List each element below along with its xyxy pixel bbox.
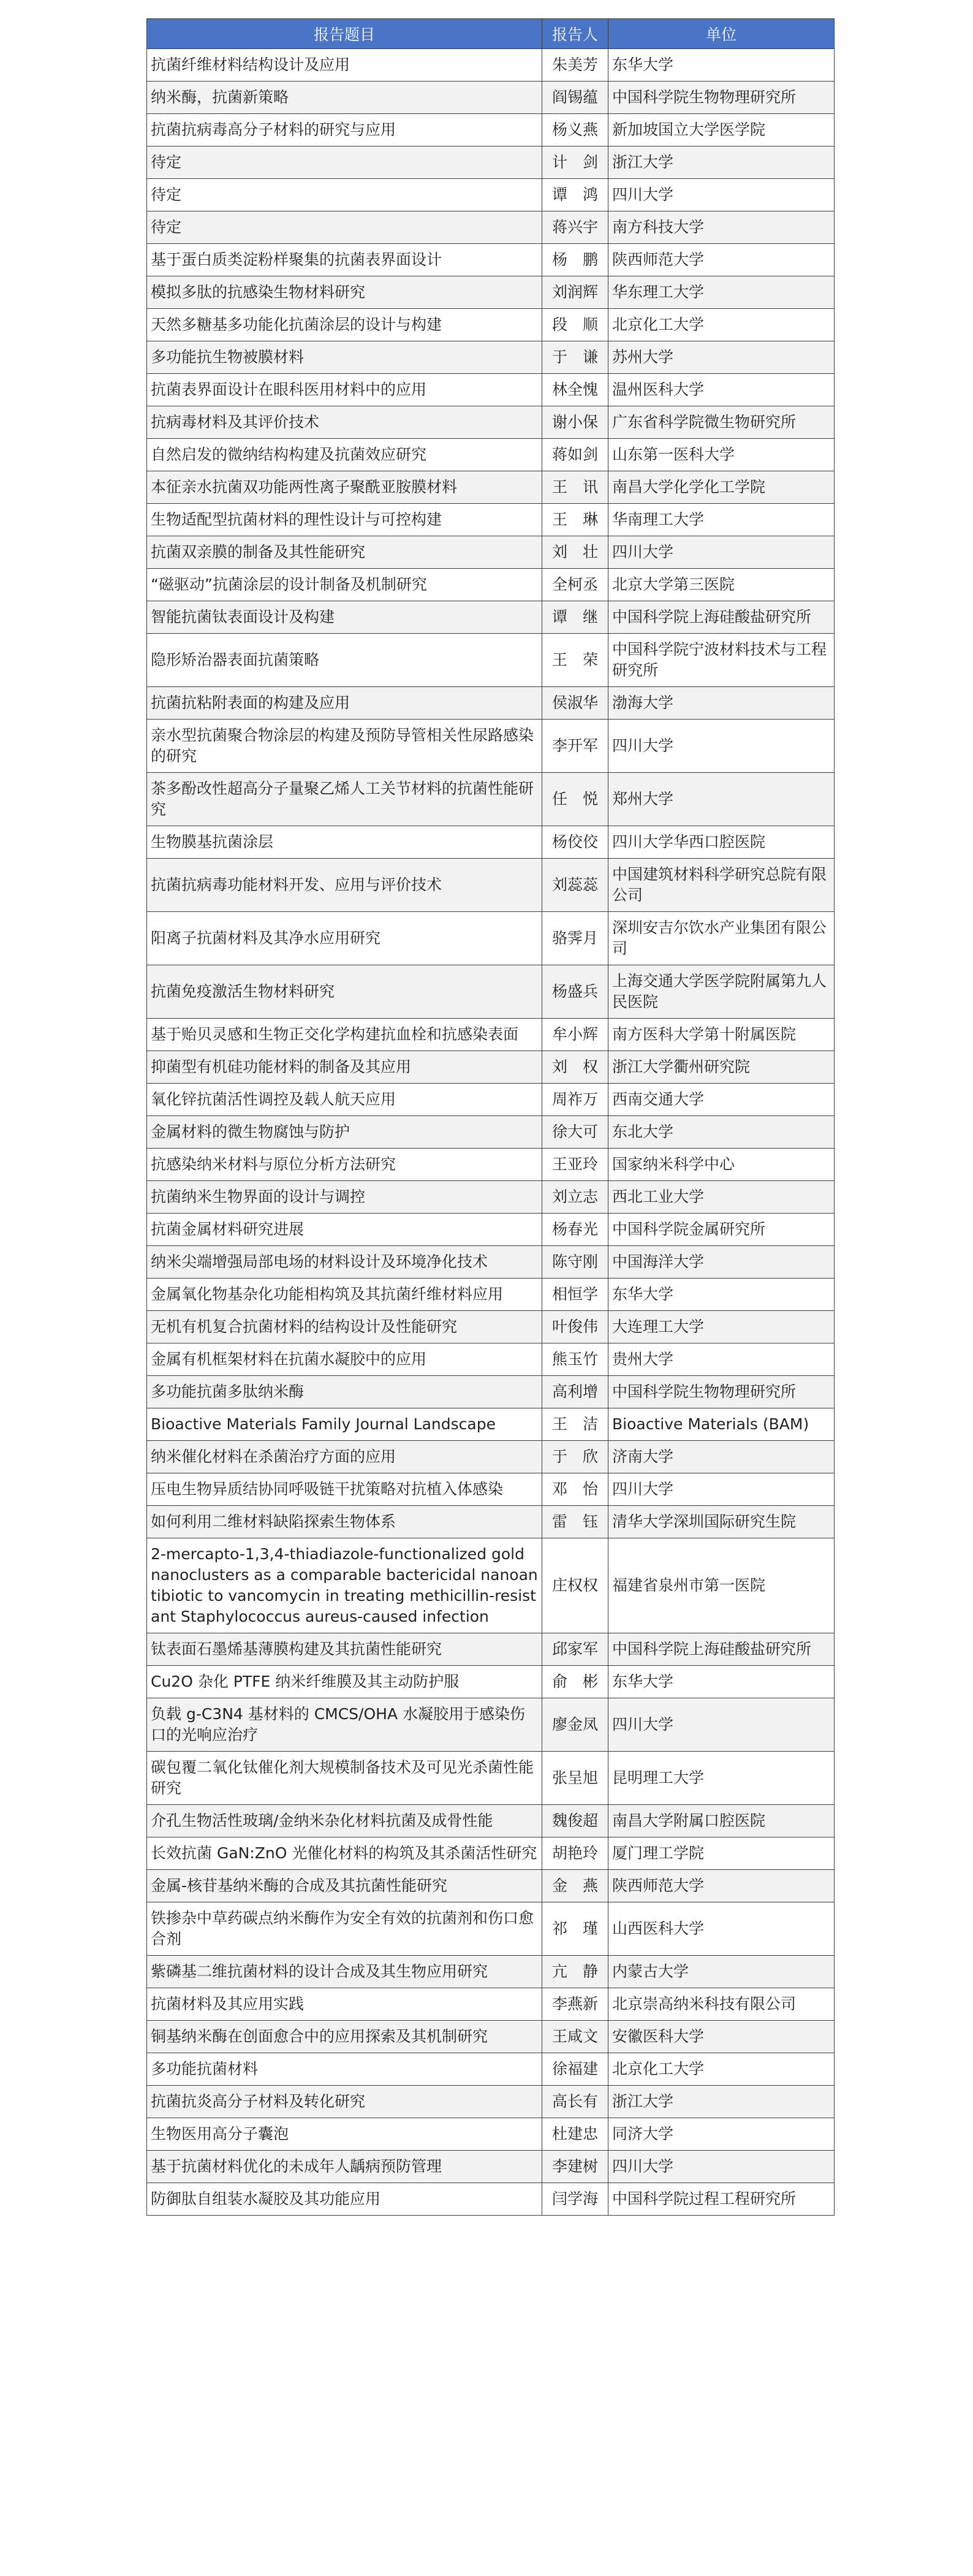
speaker-cell: 刘 权	[542, 1051, 608, 1084]
affiliation-cell: 东北大学	[608, 1116, 835, 1149]
affiliation-cell: 国家纳米科学中心	[608, 1149, 835, 1181]
affiliation-cell: 深圳安吉尔饮水产业集团有限公司	[608, 912, 835, 965]
table-row	[147, 569, 835, 601]
report-title-cell: 氧化锌抗菌活性调控及载人航天应用	[147, 1084, 542, 1116]
table-row	[147, 146, 835, 179]
affiliation-cell: 东华大学	[608, 1666, 835, 1698]
report-title-cell: 抗病毒材料及其评价技术	[147, 406, 542, 439]
report-title-cell: “磁驱动”抗菌涂层的设计制备及机制研究	[147, 569, 542, 601]
report-title-cell: 紫磷基二维抗菌材料的设计合成及其生物应用研究	[147, 1956, 542, 1988]
header-speaker: 报告人	[542, 19, 608, 49]
affiliation-cell: 同济大学	[608, 2118, 835, 2151]
table-row	[147, 1343, 835, 1376]
table-row	[147, 374, 835, 406]
table-row	[147, 406, 835, 439]
affiliation-cell: 中国建筑材料科学研究总院有限公司	[608, 859, 835, 912]
report-schedule-table	[146, 18, 835, 2216]
speaker-cell: 朱美芳	[542, 49, 608, 82]
report-title-cell: 待定	[147, 146, 542, 179]
speaker-cell: 牟小辉	[542, 1019, 608, 1051]
affiliation-cell: 厦门理工学院	[608, 1837, 835, 1870]
affiliation-cell: 四川大学	[608, 2151, 835, 2183]
table-row	[147, 536, 835, 569]
speaker-cell: 雷 钰	[542, 1506, 608, 1538]
affiliation-cell: 北京大学第三医院	[608, 569, 835, 601]
affiliation-cell: 东华大学	[608, 1279, 835, 1311]
report-title-cell: 纳米尖端增强局部电场的材料设计及环境净化技术	[147, 1246, 542, 1279]
report-title-cell: 生物膜基抗菌涂层	[147, 826, 542, 859]
table-row	[147, 773, 835, 826]
table-row	[147, 859, 835, 912]
report-title-cell: 多功能抗生物被膜材料	[147, 341, 542, 374]
speaker-cell: 蒋如剑	[542, 439, 608, 471]
speaker-cell: 王 讯	[542, 471, 608, 504]
report-title-cell: 无机有机复合抗菌材料的结构设计及性能研究	[147, 1311, 542, 1343]
report-title-cell: 隐形矫治器表面抗菌策略	[147, 634, 542, 687]
affiliation-cell: 广东省科学院微生物研究所	[608, 406, 835, 439]
affiliation-cell: 北京化工大学	[608, 2053, 835, 2086]
table-row	[147, 1633, 835, 1666]
speaker-cell: 徐大可	[542, 1116, 608, 1149]
report-title-cell: 金属材料的微生物腐蚀与防护	[147, 1116, 542, 1149]
affiliation-cell: 南方科技大学	[608, 211, 835, 244]
speaker-cell: 侯淑华	[542, 687, 608, 720]
table-row	[147, 965, 835, 1019]
speaker-cell: 周祚万	[542, 1084, 608, 1116]
speaker-cell: 刘润辉	[542, 276, 608, 309]
table-row	[147, 687, 835, 720]
affiliation-cell: 北京崇高纳米科技有限公司	[608, 1988, 835, 2021]
affiliation-cell: 山东第一医科大学	[608, 439, 835, 471]
affiliation-cell: 四川大学	[608, 536, 835, 569]
affiliation-cell: 中国科学院金属研究所	[608, 1214, 835, 1246]
speaker-cell: 李建树	[542, 2151, 608, 2183]
report-title-cell: 纳米催化材料在杀菌治疗方面的应用	[147, 1441, 542, 1473]
affiliation-cell: 中国科学院生物物理研究所	[608, 82, 835, 114]
table-row	[147, 504, 835, 536]
report-title-cell: 生物适配型抗菌材料的理性设计与可控构建	[147, 504, 542, 536]
speaker-cell: 王 琳	[542, 504, 608, 536]
table-row	[147, 1246, 835, 1279]
speaker-cell: 谭 继	[542, 601, 608, 634]
speaker-cell: 王 洁	[542, 1408, 608, 1441]
header-affiliation: 单位	[608, 19, 835, 49]
affiliation-cell: 南方医科大学第十附属医院	[608, 1019, 835, 1051]
speaker-cell: 于 谦	[542, 341, 608, 374]
affiliation-cell: 清华大学深圳国际研究生院	[608, 1506, 835, 1538]
affiliation-cell: Bioactive Materials (BAM)	[608, 1408, 835, 1441]
report-title-cell: 如何利用二维材料缺陷探索生物体系	[147, 1506, 542, 1538]
table-row	[147, 1084, 835, 1116]
affiliation-cell: 中国科学院过程工程研究所	[608, 2183, 835, 2216]
table-row	[147, 912, 835, 965]
affiliation-cell: 中国海洋大学	[608, 1246, 835, 1279]
table-row	[147, 1116, 835, 1149]
affiliation-cell: 温州医科大学	[608, 374, 835, 406]
affiliation-cell: 西南交通大学	[608, 1084, 835, 1116]
table-row	[147, 244, 835, 276]
table-row	[147, 1181, 835, 1214]
table-row	[147, 439, 835, 471]
table-row	[147, 1376, 835, 1408]
report-title-cell: 抗菌抗炎高分子材料及转化研究	[147, 2086, 542, 2118]
speaker-cell: 李燕新	[542, 1988, 608, 2021]
speaker-cell: 闫学海	[542, 2183, 608, 2216]
speaker-cell: 王 荣	[542, 634, 608, 687]
speaker-cell: 熊玉竹	[542, 1343, 608, 1376]
table-row	[147, 1956, 835, 1988]
report-title-cell: 多功能抗菌材料	[147, 2053, 542, 2086]
table-row	[147, 1408, 835, 1441]
affiliation-cell: 大连理工大学	[608, 1311, 835, 1343]
table-header-row	[147, 19, 835, 49]
report-title-cell: 抗感染纳米材料与原位分析方法研究	[147, 1149, 542, 1181]
report-title-cell: 基于贻贝灵感和生物正交化学构建抗血栓和抗感染表面	[147, 1019, 542, 1051]
affiliation-cell: 四川大学华西口腔医院	[608, 826, 835, 859]
table-row	[147, 2086, 835, 2118]
affiliation-cell: 四川大学	[608, 1473, 835, 1506]
speaker-cell: 高利增	[542, 1376, 608, 1408]
report-title-cell: 负载 g-C3N4 基材料的 CMCS/OHA 水凝胶用于感染伤口的光响应治疗	[147, 1698, 542, 1752]
report-title-cell: Cu2O 杂化 PTFE 纳米纤维膜及其主动防护服	[147, 1666, 542, 1698]
affiliation-cell: 浙江大学衢州研究院	[608, 1051, 835, 1084]
report-title-cell: 碳包覆二氧化钛催化剂大规模制备技术及可见光杀菌性能研究	[147, 1752, 542, 1805]
affiliation-cell: 四川大学	[608, 179, 835, 211]
report-title-cell: 抗菌纳米生物界面的设计与调控	[147, 1181, 542, 1214]
speaker-cell: 廖金凤	[542, 1698, 608, 1752]
affiliation-cell: 浙江大学	[608, 2086, 835, 2118]
speaker-cell: 蒋兴宇	[542, 211, 608, 244]
report-title-cell: 模拟多肽的抗感染生物材料研究	[147, 276, 542, 309]
speaker-cell: 胡艳玲	[542, 1837, 608, 1870]
report-title-cell: 抗菌表界面设计在眼科医用材料中的应用	[147, 374, 542, 406]
table-row	[147, 1149, 835, 1181]
affiliation-cell: 贵州大学	[608, 1343, 835, 1376]
affiliation-cell: 内蒙古大学	[608, 1956, 835, 1988]
report-title-cell: 金属-核苷基纳米酶的合成及其抗菌性能研究	[147, 1870, 542, 1902]
speaker-cell: 王亚玲	[542, 1149, 608, 1181]
affiliation-cell: 四川大学	[608, 1698, 835, 1752]
table-row	[147, 1506, 835, 1538]
affiliation-cell: 东华大学	[608, 49, 835, 82]
speaker-cell: 杨佼佼	[542, 826, 608, 859]
speaker-cell: 杨盛兵	[542, 965, 608, 1019]
speaker-cell: 邱家军	[542, 1633, 608, 1666]
affiliation-cell: 苏州大学	[608, 341, 835, 374]
table-row	[147, 2151, 835, 2183]
table-row	[147, 1666, 835, 1698]
table-row	[147, 276, 835, 309]
table-row	[147, 179, 835, 211]
table-row	[147, 1279, 835, 1311]
speaker-cell: 俞 彬	[542, 1666, 608, 1698]
affiliation-cell: 西北工业大学	[608, 1181, 835, 1214]
affiliation-cell: 陕西师范大学	[608, 1870, 835, 1902]
speaker-cell: 任 悦	[542, 773, 608, 826]
speaker-cell: 徐福建	[542, 2053, 608, 2086]
table-row	[147, 2053, 835, 2086]
report-title-cell: 金属有机框架材料在抗菌水凝胶中的应用	[147, 1343, 542, 1376]
report-title-cell: 抗菌抗病毒高分子材料的研究与应用	[147, 114, 542, 146]
affiliation-cell: 安徽医科大学	[608, 2021, 835, 2053]
affiliation-cell: 渤海大学	[608, 687, 835, 720]
speaker-cell: 庄权权	[542, 1538, 608, 1633]
report-title-cell: 2-mercapto-1,3,4-thiadiazole-functionalized gold nanoclusters as a comparable bactericidal nanoantibiotic to vancomycin in treating methicillin-resistant Staphylococcus aureus-caused infection	[147, 1538, 542, 1633]
report-title-cell: 抗菌免疫激活生物材料研究	[147, 965, 542, 1019]
speaker-cell: 杨义燕	[542, 114, 608, 146]
affiliation-cell: 华南理工大学	[608, 504, 835, 536]
report-title-cell: 基于蛋白质类淀粉样聚集的抗菌表界面设计	[147, 244, 542, 276]
table-row	[147, 2183, 835, 2216]
speaker-cell: 杨春光	[542, 1214, 608, 1246]
table-body	[147, 49, 835, 2216]
speaker-cell: 李开军	[542, 720, 608, 773]
report-title-cell: 抗菌抗病毒功能材料开发、应用与评价技术	[147, 859, 542, 912]
report-title-cell: 钛表面石墨烯基薄膜构建及其抗菌性能研究	[147, 1633, 542, 1666]
table-row	[147, 1019, 835, 1051]
affiliation-cell: 山西医科大学	[608, 1902, 835, 1956]
affiliation-cell: 上海交通大学医学院附属第九人民医院	[608, 965, 835, 1019]
speaker-cell: 骆霁月	[542, 912, 608, 965]
table-row	[147, 1698, 835, 1752]
speaker-cell: 亢 静	[542, 1956, 608, 1988]
speaker-cell: 相恒学	[542, 1279, 608, 1311]
speaker-cell: 阎锡蕴	[542, 82, 608, 114]
affiliation-cell: 中国科学院生物物理研究所	[608, 1376, 835, 1408]
report-title-cell: 抗菌材料及其应用实践	[147, 1988, 542, 2021]
report-title-cell: 介孔生物活性玻璃/金纳米杂化材料抗菌及成骨性能	[147, 1805, 542, 1837]
report-title-cell: 阳离子抗菌材料及其净水应用研究	[147, 912, 542, 965]
affiliation-cell: 济南大学	[608, 1441, 835, 1473]
report-title-cell: 本征亲水抗菌双功能两性离子聚酰亚胺膜材料	[147, 471, 542, 504]
affiliation-cell: 中国科学院上海硅酸盐研究所	[608, 1633, 835, 1666]
speaker-cell: 张呈旭	[542, 1752, 608, 1805]
report-title-cell: 抑菌型有机硅功能材料的制备及其应用	[147, 1051, 542, 1084]
table-row	[147, 1214, 835, 1246]
speaker-cell: 谢小保	[542, 406, 608, 439]
report-title-cell: 智能抗菌钛表面设计及构建	[147, 601, 542, 634]
table-row	[147, 49, 835, 82]
report-title-cell: 抗菌抗粘附表面的构建及应用	[147, 687, 542, 720]
affiliation-cell: 南昌大学化学化工学院	[608, 471, 835, 504]
report-title-cell: 纳米酶，抗菌新策略	[147, 82, 542, 114]
speaker-cell: 祁 瑾	[542, 1902, 608, 1956]
table-row	[147, 114, 835, 146]
report-title-cell: 基于抗菌材料优化的未成年人龋病预防管理	[147, 2151, 542, 2183]
speaker-cell: 刘蕊蕊	[542, 859, 608, 912]
table-row	[147, 341, 835, 374]
report-title-cell: 金属氧化物基杂化功能相构筑及其抗菌纤维材料应用	[147, 1279, 542, 1311]
report-title-cell: 抗菌金属材料研究进展	[147, 1214, 542, 1246]
table-row	[147, 471, 835, 504]
table-row	[147, 720, 835, 773]
table-row	[147, 1311, 835, 1343]
speaker-cell: 杨 鹏	[542, 244, 608, 276]
report-title-cell: 长效抗菌 GaN:ZnO 光催化材料的构筑及其杀菌活性研究	[147, 1837, 542, 1870]
speaker-cell: 林全愧	[542, 374, 608, 406]
speaker-cell: 全柯丞	[542, 569, 608, 601]
affiliation-cell: 新加坡国立大学医学院	[608, 114, 835, 146]
report-title-cell: 抗菌纤维材料结构设计及应用	[147, 49, 542, 82]
report-title-cell: 自然启发的微纳结构构建及抗菌效应研究	[147, 439, 542, 471]
report-title-cell: 待定	[147, 179, 542, 211]
report-title-cell: 天然多糖基多功能化抗菌涂层的设计与构建	[147, 309, 542, 341]
report-title-cell: 多功能抗菌多肽纳米酶	[147, 1376, 542, 1408]
speaker-cell: 于 欣	[542, 1441, 608, 1473]
report-title-cell: 亲水型抗菌聚合物涂层的构建及预防导管相关性尿路感染的研究	[147, 720, 542, 773]
table-row	[147, 601, 835, 634]
speaker-cell: 邓 怡	[542, 1473, 608, 1506]
report-title-cell: 茶多酚改性超高分子量聚乙烯人工关节材料的抗菌性能研究	[147, 773, 542, 826]
speaker-cell: 计 剑	[542, 146, 608, 179]
affiliation-cell: 昆明理工大学	[608, 1752, 835, 1805]
report-title-cell: 铁掺杂中草药碳点纳米酶作为安全有效的抗菌剂和伤口愈合剂	[147, 1902, 542, 1956]
speaker-cell: 刘 壮	[542, 536, 608, 569]
table-row	[147, 82, 835, 114]
table-row	[147, 2021, 835, 2053]
speaker-cell: 谭 鸿	[542, 179, 608, 211]
affiliation-cell: 福建省泉州市第一医院	[608, 1538, 835, 1633]
affiliation-cell: 中国科学院宁波材料技术与工程研究所	[608, 634, 835, 687]
table-row	[147, 1870, 835, 1902]
table-row	[147, 1837, 835, 1870]
report-title-cell: Bioactive Materials Family Journal Landscape	[147, 1408, 542, 1441]
report-title-cell: 防御肽自组装水凝胶及其功能应用	[147, 2183, 542, 2216]
table-row	[147, 826, 835, 859]
affiliation-cell: 四川大学	[608, 720, 835, 773]
speaker-cell: 金 燕	[542, 1870, 608, 1902]
speaker-cell: 陈守刚	[542, 1246, 608, 1279]
table-row	[147, 1752, 835, 1805]
affiliation-cell: 华东理工大学	[608, 276, 835, 309]
table-row	[147, 634, 835, 687]
report-title-cell: 待定	[147, 211, 542, 244]
table-row	[147, 309, 835, 341]
speaker-cell: 刘立志	[542, 1181, 608, 1214]
report-title-cell: 抗菌双亲膜的制备及其性能研究	[147, 536, 542, 569]
speaker-cell: 高长有	[542, 2086, 608, 2118]
table-row	[147, 1441, 835, 1473]
affiliation-cell: 南昌大学附属口腔医院	[608, 1805, 835, 1837]
report-title-cell: 铜基纳米酶在创面愈合中的应用探索及其机制研究	[147, 2021, 542, 2053]
table-row	[147, 1902, 835, 1956]
affiliation-cell: 浙江大学	[608, 146, 835, 179]
report-title-cell: 生物医用高分子囊泡	[147, 2118, 542, 2151]
report-title-cell: 压电生物异质结协同呼吸链干扰策略对抗植入体感染	[147, 1473, 542, 1506]
speaker-cell: 杜建忠	[542, 2118, 608, 2151]
speaker-cell: 魏俊超	[542, 1805, 608, 1837]
affiliation-cell: 中国科学院上海硅酸盐研究所	[608, 601, 835, 634]
speaker-cell: 段 顺	[542, 309, 608, 341]
table-row	[147, 1538, 835, 1633]
affiliation-cell: 陕西师范大学	[608, 244, 835, 276]
report-table-container	[146, 18, 834, 2216]
header-report-title: 报告题目	[147, 19, 542, 49]
table-row	[147, 211, 835, 244]
table-row	[147, 2118, 835, 2151]
speaker-cell: 王咸文	[542, 2021, 608, 2053]
table-row	[147, 1988, 835, 2021]
table-row	[147, 1805, 835, 1837]
affiliation-cell: 郑州大学	[608, 773, 835, 826]
affiliation-cell: 北京化工大学	[608, 309, 835, 341]
table-row	[147, 1051, 835, 1084]
table-row	[147, 1473, 835, 1506]
speaker-cell: 叶俊伟	[542, 1311, 608, 1343]
